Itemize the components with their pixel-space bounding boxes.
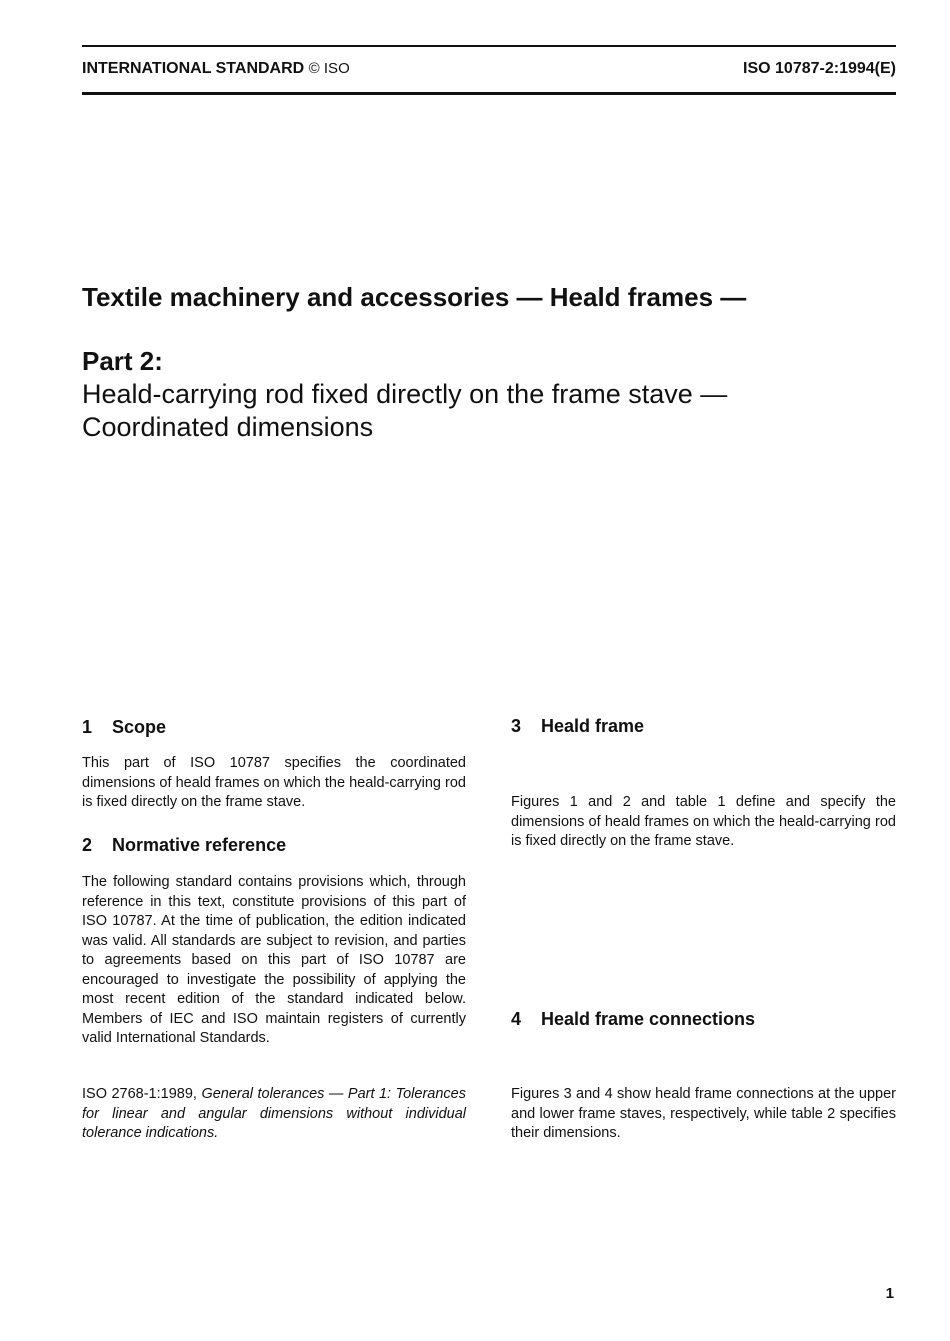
header-label-text: INTERNATIONAL STANDARD bbox=[82, 60, 305, 77]
part-subtitle bbox=[82, 378, 882, 444]
part-label: Part 2: bbox=[82, 346, 163, 376]
section-connections-heading bbox=[511, 1009, 755, 1030]
section-number: 2 bbox=[82, 835, 93, 855]
section-connections-text: Figures 3 and 4 show heald frame connections at the upper and lower frame staves, respectively, while table 2 specifies their dimensions. bbox=[511, 1086, 896, 1141]
header-copyright: © ISO bbox=[308, 60, 350, 77]
section-heald-frame-heading bbox=[511, 716, 644, 737]
header-standard-label bbox=[82, 60, 350, 78]
section-number: 4 bbox=[511, 1009, 522, 1029]
reference-code: ISO 2768-1:1989, bbox=[82, 1086, 197, 1102]
reference-title: General tolerances — Part 1: Tolerances for linear and angular dimensions without individual tolerance indications. bbox=[82, 1086, 466, 1141]
section-number: 1 bbox=[82, 717, 93, 737]
section-number: 3 bbox=[511, 716, 522, 736]
section-normative-heading bbox=[82, 835, 286, 856]
subtitle-line-2: Coordinated dimensions bbox=[82, 412, 374, 442]
section-title: Scope bbox=[112, 717, 167, 737]
section-scope-heading bbox=[82, 717, 166, 738]
section-title: Normative reference bbox=[112, 835, 287, 855]
header-bottom-rule bbox=[82, 92, 896, 95]
page-number: 1 bbox=[885, 1285, 894, 1302]
subtitle-line-1: Heald-carrying rod fixed directly on the frame stave — bbox=[82, 379, 728, 409]
section-title: Heald frame connections bbox=[541, 1009, 756, 1029]
section-normative-text: The following standard contains provisions which, through reference in this text, constitute provisions of this part of ISO 10787. At the time of publication, the edition indicated was valid. All standards are subject to revision, and parties to agreements based on this part of ISO 10787 are encouraged to investigate the possibility of applying the most recent edition of the standard indicated below. Members of IEC and ISO maintain registers of currently valid International Standards. bbox=[82, 874, 466, 1046]
section-scope-text: This part of ISO 10787 specifies the coordinated dimensions of heald frames on which the heald-carrying rod is fixed directly on the frame stave. bbox=[82, 755, 466, 810]
header-top-rule bbox=[82, 45, 896, 47]
section-heald-frame-text: Figures 1 and 2 and table 1 define and specify the dimensions of heald frames on which the heald-carrying rod is fixed directly on the frame stave. bbox=[511, 794, 896, 849]
document-title: Textile machinery and accessories — Heald frames — bbox=[82, 282, 747, 312]
header-designation: ISO 10787-2:1994(E) bbox=[743, 60, 896, 77]
normative-reference-entry bbox=[82, 1085, 466, 1144]
section-title: Heald frame bbox=[541, 716, 645, 736]
